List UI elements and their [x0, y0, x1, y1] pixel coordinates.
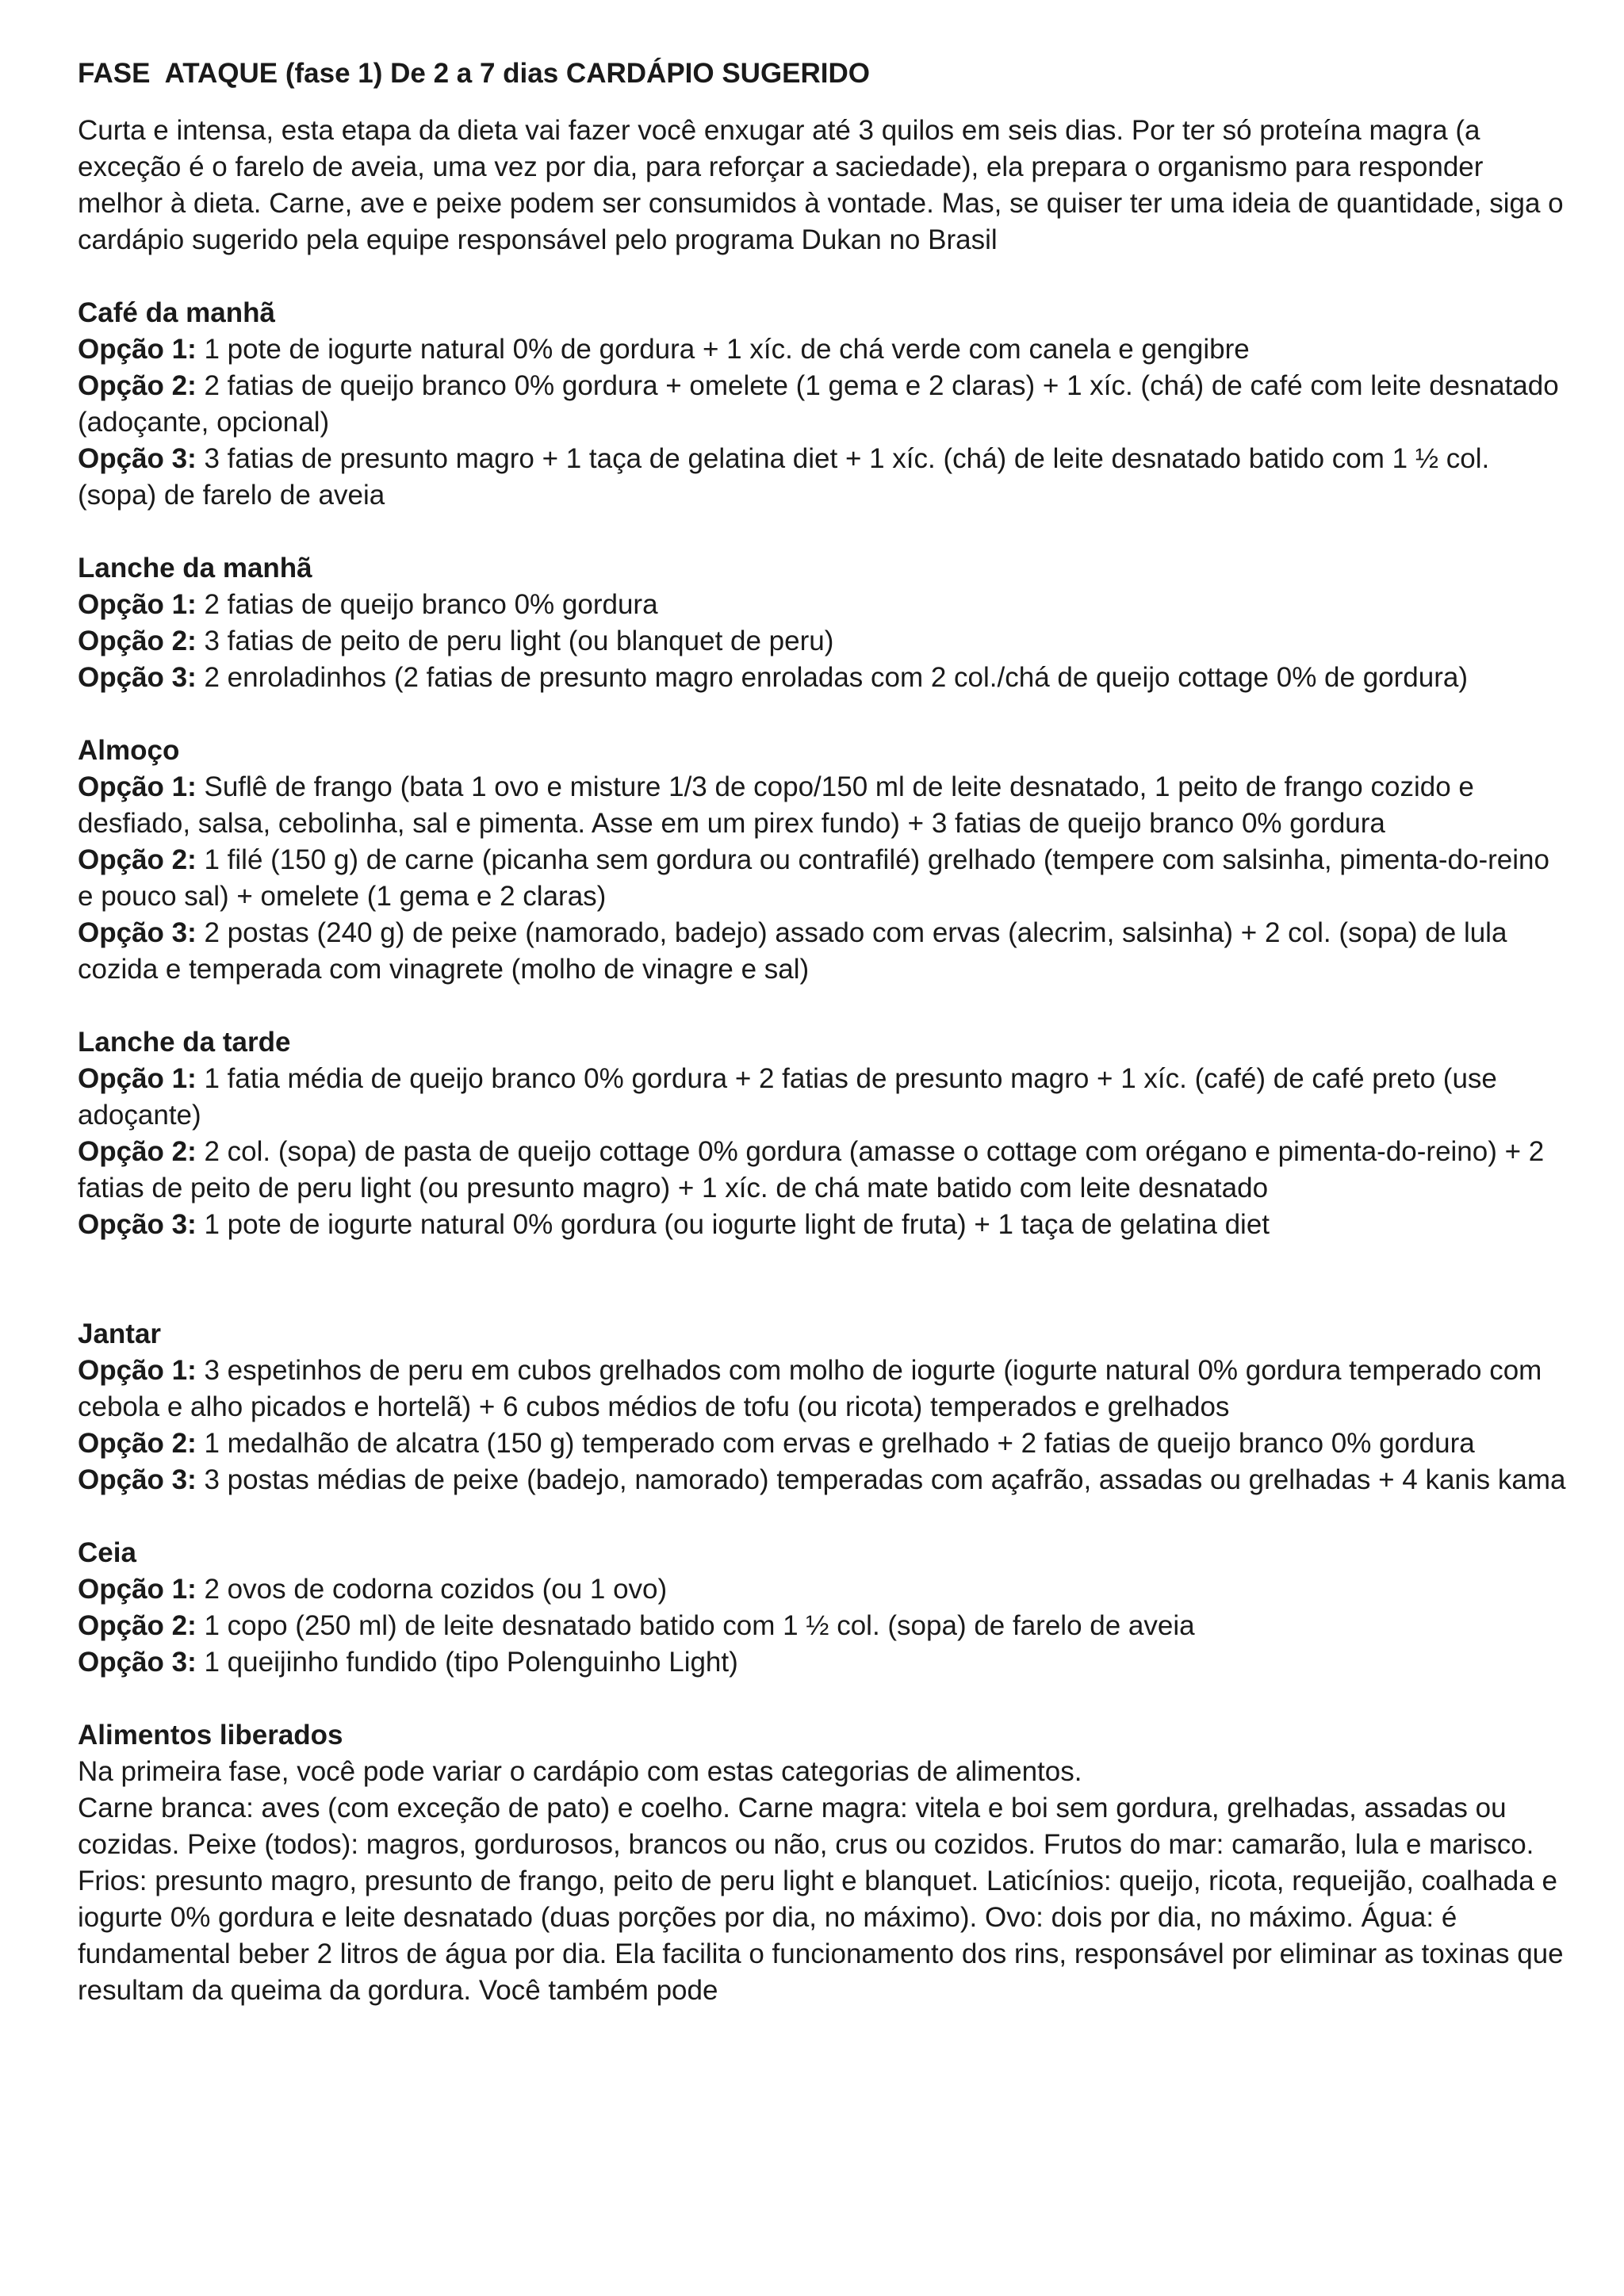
option-label: Opção 3: [78, 917, 197, 948]
option-text: 1 queijinho fundido (tipo Polenguinho Light) [196, 1647, 738, 1678]
option-label: Opção 2: [78, 1136, 197, 1167]
section-heading: Alimentos liberados [78, 1720, 343, 1751]
section-lanche-da-tarde [78, 1024, 1568, 1243]
meal-option [78, 1425, 1568, 1462]
option-text: 3 espetinhos de peru em cubos grelhados com molho de iogurte (iogurte natural 0% gordura temperado com cebola e alho picados e hortelã) + 6 cubos médios de tofu (ou ricota) temperados e grelhados [78, 1355, 1542, 1422]
option-label: Opção 1: [78, 1574, 197, 1605]
meal-option [78, 1462, 1568, 1498]
option-text: 2 fatias de queijo branco 0% gordura + omelete (1 gema e 2 claras) + 1 xíc. (chá) de café com leite desnatado (adoçante, opcional) [78, 370, 1559, 438]
section-alimentos-liberados [78, 1717, 1568, 2009]
option-label: Opção 1: [78, 771, 197, 802]
section-heading: Ceia [78, 1537, 136, 1568]
option-label: Opção 3: [78, 662, 197, 693]
option-text: 1 fatia média de queijo branco 0% gordura + 2 fatias de presunto magro + 1 xíc. (café) de café preto (use adoçante) [78, 1063, 1497, 1131]
option-label: Opção 2: [78, 1428, 197, 1459]
meal-option [78, 1644, 1568, 1681]
meal-option [78, 331, 1568, 368]
option-text: 1 medalhão de alcatra (150 g) temperado com ervas e grelhado + 2 fatias de queijo branco 0% gordura [196, 1428, 1475, 1459]
meal-option [78, 915, 1568, 988]
meal-option [78, 587, 1568, 623]
meal-option [78, 842, 1568, 915]
section-heading: Almoço [78, 735, 180, 766]
document-page [78, 55, 1568, 2045]
option-label: Opção 3: [78, 1209, 197, 1240]
option-label: Opção 3: [78, 1647, 197, 1678]
option-label: Opção 2: [78, 370, 197, 401]
meal-option [78, 1061, 1568, 1134]
section-heading: Café da manhã [78, 297, 275, 328]
option-label: Opção 1: [78, 1063, 197, 1094]
meal-option [78, 368, 1568, 441]
page-title: FASE ATAQUE (fase 1) De 2 a 7 dias CARDÁPIO SUGERIDO [78, 58, 871, 89]
option-label: Opção 2: [78, 844, 197, 875]
option-label: Opção 1: [78, 589, 197, 620]
option-text: 3 fatias de peito de peru light (ou blanquet de peru) [196, 626, 834, 656]
section-jantar [78, 1316, 1568, 1498]
section-cafe-da-manha [78, 295, 1568, 514]
option-text: 1 pote de iogurte natural 0% gordura (ou iogurte light de fruta) + 1 taça de gelatina diet [196, 1209, 1270, 1240]
meal-option [78, 769, 1568, 842]
meal-option [78, 1134, 1568, 1207]
meal-option [78, 660, 1568, 696]
option-text: 1 pote de iogurte natural 0% de gordura + 1 xíc. de chá verde com canela e gengibre [196, 334, 1250, 365]
meal-option [78, 623, 1568, 660]
option-label: Opção 3: [78, 443, 197, 474]
section-ceia [78, 1535, 1568, 1681]
option-text: 1 filé (150 g) de carne (picanha sem gordura ou contrafilé) grelhado (tempere com salsinha, pimenta-do-reino e pouco sal) + omelete (1 gema e 2 claras) [78, 844, 1549, 912]
meal-option [78, 441, 1568, 514]
option-text: 2 fatias de queijo branco 0% gordura [196, 589, 658, 620]
meal-option [78, 1608, 1568, 1644]
option-text: 3 postas médias de peixe (badejo, namorado) temperadas com açafrão, assadas ou grelhadas + 4 kanis kama [196, 1464, 1566, 1495]
section-heading: Lanche da manhã [78, 553, 312, 584]
option-label: Opção 2: [78, 1610, 197, 1641]
meal-option [78, 1207, 1568, 1243]
option-label: Opção 1: [78, 1355, 197, 1386]
option-text: Suflê de frango (bata 1 ovo e misture 1/3 de copo/150 ml de leite desnatado, 1 peito de frango cozido e desfiado, salsa, cebolinha, sal e pimenta. Asse em um pirex fundo) + 3 fatias de queijo branco 0% gordura [78, 771, 1474, 839]
meal-option [78, 1571, 1568, 1608]
option-label: Opção 3: [78, 1464, 197, 1495]
liberados-intro: Na primeira fase, você pode variar o cardápio com estas categorias de alimentos. [78, 1756, 1082, 1787]
section-lanche-da-manha [78, 550, 1568, 696]
meal-option [78, 1353, 1568, 1425]
section-heading: Lanche da tarde [78, 1027, 291, 1058]
option-text: 2 postas (240 g) de peixe (namorado, badejo) assado com ervas (alecrim, salsinha) + 2 col. (sopa) de lula cozida e temperada com vinagrete (molho de vinagre e sal) [78, 917, 1507, 985]
option-label: Opção 1: [78, 334, 197, 365]
option-label: Opção 2: [78, 626, 197, 656]
section-almoco [78, 733, 1568, 988]
section-heading: Jantar [78, 1318, 162, 1349]
option-text: 2 ovos de codorna cozidos (ou 1 ovo) [196, 1574, 668, 1605]
option-text: 2 col. (sopa) de pasta de queijo cottage 0% gordura (amasse o cottage com orégano e pimenta-do-reino) + 2 fatias de peito de peru light (ou presunto magro) + 1 xíc. de chá mate batido com leite desnatado [78, 1136, 1545, 1203]
liberados-paragraph: Carne branca: aves (com exceção de pato) e coelho. Carne magra: vitela e boi sem gordura, grelhadas, assadas ou cozidas. Peixe (todos): magros, gordurosos, brancos ou não, crus ou cozidos. Frutos do mar: camarão, lula e marisco. Frios: presunto magro, presunto de frango, peito de peru light e blanquet. Laticínios: queijo, ricota, requeijão, coalhada e iogurte 0% gordura e leite desnatado (duas porções por dia, no máximo). Ovo: dois por dia, no máximo. Água: é fundamental beber 2 litros de água por dia. Ela facilita o funcionamento dos rins, responsável por eliminar as toxinas que resultam da queima da gordura. Você também pode [78, 1793, 1564, 2006]
intro-paragraph: Curta e intensa, esta etapa da dieta vai fazer você enxugar até 3 quilos em seis dias. Por ter só proteína magra (a exceção é o farelo de aveia, uma vez por dia, para reforçar a saciedade), ela prepara o organismo para responder melhor à dieta. Carne, ave e peixe podem ser consumidos à vontade. Mas, se quiser ter uma ideia de quantidade, siga o cardápio sugerido pela equipe responsável pelo programa Dukan no Brasil [78, 115, 1564, 255]
option-text: 3 fatias de presunto magro + 1 taça de gelatina diet + 1 xíc. (chá) de leite desnatado batido com 1 ½ col. (sopa) de farelo de aveia [78, 443, 1490, 511]
option-text: 1 copo (250 ml) de leite desnatado batido com 1 ½ col. (sopa) de farelo de aveia [196, 1610, 1195, 1641]
option-text: 2 enroladinhos (2 fatias de presunto magro enroladas com 2 col./chá de queijo cottage 0% de gordura) [196, 662, 1468, 693]
